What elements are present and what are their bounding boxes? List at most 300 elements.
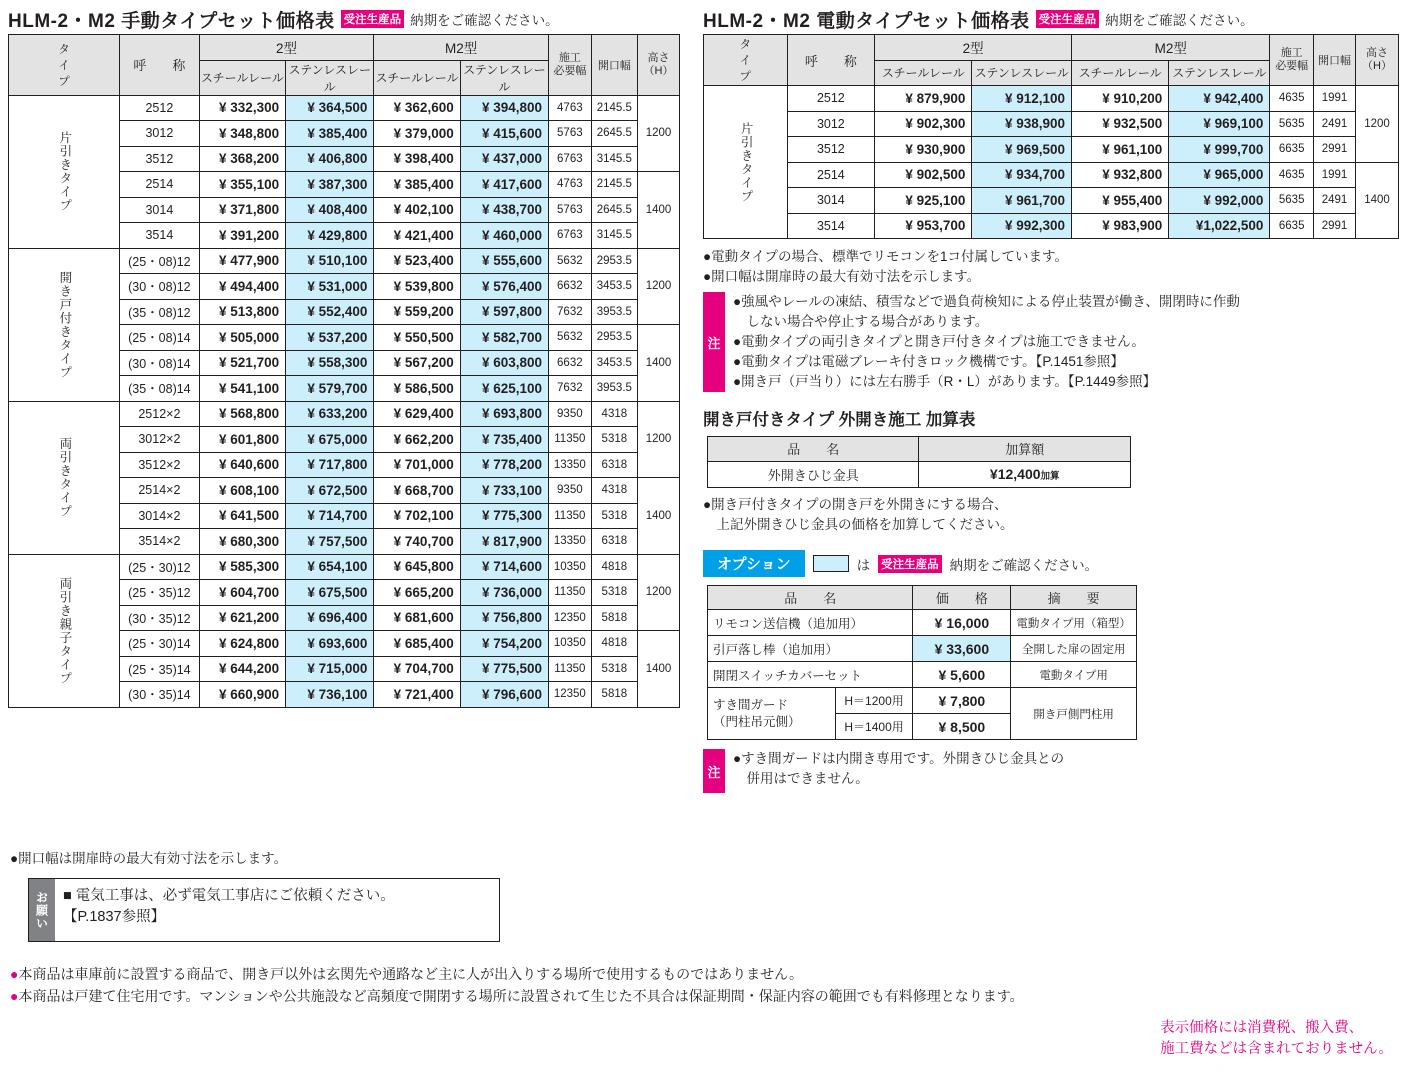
header-add-amount: 加算額 [919,436,1131,461]
cell-price-2: ¥ 654,100 [286,554,374,580]
cell-price-2: ¥ 675,000 [286,427,374,453]
header-height: 高さ （H） [1356,35,1399,86]
header-name: 呼 称 [120,35,200,96]
cell-name: 2512×2 [120,401,200,427]
cell-width-required: 6763 [549,146,592,172]
table-header-row [708,586,1137,610]
group-label-3 [9,554,120,707]
cell-price-3: ¥ 910,200 [1072,86,1169,112]
group-label-text: 両引きタイプ [57,437,72,518]
cell-width-required: 13350 [549,452,592,478]
cell-price-1: ¥ 604,700 [199,580,285,606]
cell-width-required: 6632 [549,274,592,300]
cell-price-1: ¥ 494,400 [199,274,285,300]
caution-line-4: ●電動タイプは電磁ブレーキ付きロック機構です。【P.1451参照】 [733,354,1124,370]
cell-price-2: ¥ 672,500 [286,478,374,504]
cell-width-required: 9350 [549,401,592,427]
table-row [708,636,1137,662]
cell-opening-width: 3953.5 [591,376,637,402]
header-typem2: M2型 [374,35,549,61]
cell-opening-width: 3145.5 [591,146,637,172]
order-made-note-left: 納期をご確認ください。 [410,13,559,28]
table-row [704,86,1399,112]
cell-price-1: ¥ 568,800 [199,401,285,427]
cell-name: 2514 [787,162,875,188]
cell-opening-width: 5318 [591,503,637,529]
caution-line-1: ●強風やレールの凍結、積雪などで過負荷検知による停止装置が働き、開閉時に作動 [733,294,1240,310]
option-name-2: 引戸落し棒（追加用） [708,636,913,662]
cell-width-required: 6635 [1270,137,1314,163]
cell-opening-width: 5318 [591,580,637,606]
cell-name: (30・35)14 [120,682,200,708]
cell-opening-width: 1991 [1314,86,1356,112]
cell-opening-width: 5818 [591,682,637,708]
cell-price-2: ¥ 938,900 [972,111,1072,137]
option-caution-line-1: ●すき間ガードは内開き専用です。外開きひじ金具との [733,751,1065,767]
pink-notes [10,963,1310,1008]
cell-price-1: ¥ 348,800 [199,121,285,147]
cell-price-3: ¥ 550,500 [374,325,460,351]
cell-name: (25・30)12 [120,554,200,580]
cell-price-4: ¥ 394,800 [460,95,548,121]
cell-price-4: ¥1,022,500 [1169,213,1270,239]
cell-height: 1200 [1356,86,1399,163]
request-line-1: ■ 電気工事は、必ず電気工事店にご依頼ください。 [63,888,395,904]
cell-price-2: ¥ 934,700 [972,162,1072,188]
cell-price-2: ¥ 912,100 [972,86,1072,112]
cell-name: 3512×2 [120,452,200,478]
cell-price-2: ¥ 429,800 [286,223,374,249]
cell-price-1: ¥ 641,500 [199,503,285,529]
cell-price-2: ¥ 510,100 [286,248,374,274]
cell-price-4: ¥ 796,600 [460,682,548,708]
caution-body [725,292,1399,392]
cell-price-3: ¥ 932,500 [1072,111,1169,137]
option-caution-line-2: 併用はできません。 [733,771,869,787]
cell-width-required: 10350 [549,631,592,657]
group-label-2 [9,401,120,554]
electric-bullet-1: ●電動タイプの場合、標準でリモコンを1コ付属しています。 [703,249,1068,264]
cell-opening-width: 1991 [1314,162,1356,188]
cell-width-required: 11350 [549,656,592,682]
cyan-swatch [813,555,849,572]
cell-opening-width: 5318 [591,656,637,682]
cell-name: 3014×2 [120,503,200,529]
request-body [55,879,499,941]
cell-height: 1400 [638,478,680,555]
cell-name: 3514×2 [120,529,200,555]
pink-note-1-text: 本商品は車庫前に設置する商品で、開き戸以外は玄関先や通路など主に人が出入りする場所で使用するものではありません。 [18,966,804,982]
cell-price-1: ¥ 477,900 [199,248,285,274]
cell-price-2: ¥ 385,400 [286,121,374,147]
cell-height: 1200 [638,248,680,325]
cell-opening-width: 2645.5 [591,121,637,147]
cell-opening-width: 5318 [591,427,637,453]
caution-line-5: ●開き戸（戸当り）には左右勝手（R・L）があります。【P.1449参照】 [733,374,1157,389]
option-price-1: ¥ 16,000 [913,610,1011,636]
cell-opening-width: 3953.5 [591,299,637,325]
table-row [708,662,1137,688]
cell-height: 1400 [1356,162,1399,239]
cell-price-4: ¥ 775,300 [460,503,548,529]
cell-price-2: ¥ 675,500 [286,580,374,606]
table-row [704,162,1399,188]
cell-price-3: ¥ 567,200 [374,350,460,376]
cell-price-3: ¥ 645,800 [374,554,460,580]
cell-opening-width: 4318 [591,478,637,504]
table-row [704,213,1399,239]
outward-note-1: ●開き戸付きタイプの開き戸を外開きにする場合、 [703,496,1008,512]
left-title-row [8,8,680,30]
option-price-3: ¥ 5,600 [913,662,1011,688]
request-label [29,879,55,941]
gap-guard-sub-2: H＝1400用 [835,714,913,740]
cell-height: 1400 [638,172,680,249]
header-typem2: M2型 [1072,35,1270,61]
header-stainless-2: ステンレスレール [972,60,1072,86]
cell-price-2: ¥ 558,300 [286,350,374,376]
cell-price-1: ¥ 391,200 [199,223,285,249]
cell-opening-width: 3145.5 [591,223,637,249]
group-label-0 [9,95,120,248]
cell-price-2: ¥ 736,100 [286,682,374,708]
cell-price-2: ¥ 992,300 [972,213,1072,239]
order-made-badge-option: 受注生産品 [878,555,942,573]
header-type2: 2型 [875,35,1072,61]
cell-price-3: ¥ 559,200 [374,299,460,325]
cell-name: (25・08)12 [120,248,200,274]
cell-opening-width: 2645.5 [591,197,637,223]
cell-name: (25・08)14 [120,325,200,351]
cell-price-1: ¥ 585,300 [199,554,285,580]
cell-price-2: ¥ 408,400 [286,197,374,223]
cell-width-required: 7632 [549,376,592,402]
cell-price-4: ¥ 597,800 [460,299,548,325]
cell-price-1: ¥ 505,000 [199,325,285,351]
cell-name: 3012 [787,111,875,137]
gap-guard-name-line1: すき間ガード [713,698,789,713]
outward-add-table [707,436,1131,488]
caution-line-2: しない場合や停止する場合があります。 [733,314,989,330]
cell-price-4: ¥ 693,800 [460,401,548,427]
cell-price-2: ¥ 757,500 [286,529,374,555]
pink-note-2-text: 本商品は戸建て住宅用です。マンションや公共施設など高頻度で開閉する場所に設置されて生じた不具合は保証期間・保証内容の範囲でも有料修理となります。 [18,988,1024,1005]
cell-price-4: ¥ 576,400 [460,274,548,300]
cell-price-4: ¥ 555,600 [460,248,548,274]
right-title: HLM-2・M2 電動タイプセット価格表 [703,10,1030,32]
header-height: 高さ （H） [638,35,680,96]
header-steel-2: スチールレール [875,60,972,86]
cell-price-3: ¥ 629,400 [374,401,460,427]
cell-price-1: ¥ 621,200 [199,605,285,631]
cell-opening-width: 2145.5 [591,95,637,121]
cell-price-2: ¥ 537,200 [286,325,374,351]
cell-name: 2512 [120,95,200,121]
cell-name: (30・08)12 [120,274,200,300]
cell-price-3: ¥ 961,100 [1072,137,1169,163]
cell-price-3: ¥ 681,600 [374,605,460,631]
table-header-row [9,35,680,61]
cell-width-required: 5632 [549,325,592,351]
cell-add-amount [919,461,1131,487]
header-opening: 開口幅 [1314,35,1356,86]
group-label-text: 両引き親子タイプ [57,576,72,685]
cell-opening-width: 2145.5 [591,172,637,198]
header-option-name: 品 名 [708,586,913,610]
cell-item-name: 外開きひじ金具 [708,461,919,487]
cell-width-required: 5763 [549,121,592,147]
cell-width-required: 5632 [549,248,592,274]
cell-price-4: ¥ 992,000 [1169,188,1270,214]
group-label-text: 片引きタイプ [57,131,72,212]
cell-price-3: ¥ 685,400 [374,631,460,657]
cell-price-1: ¥ 902,300 [875,111,972,137]
cell-price-4: ¥ 965,000 [1169,162,1270,188]
group-label-electric [704,86,788,239]
header-option-price: 価 格 [913,586,1011,610]
cell-price-3: ¥ 385,400 [374,172,460,198]
option-header-row [703,550,1399,577]
cell-price-4: ¥ 736,000 [460,580,548,606]
cell-price-1: ¥ 680,300 [199,529,285,555]
cell-name: 2512 [787,86,875,112]
gap-guard-name-line2: （門柱吊元側） [713,714,801,729]
cell-price-1: ¥ 930,900 [875,137,972,163]
cell-price-4: ¥ 582,700 [460,325,548,351]
request-box [28,878,500,942]
cell-width-required: 12350 [549,682,592,708]
header-width-req: 施工 必要幅 [1270,35,1314,86]
header-option-remark: 摘 要 [1011,586,1137,610]
electric-type-section [703,8,1399,793]
header-stainless-m2: ステンレスレール [1169,60,1270,86]
header-type: タ イ プ [9,35,120,96]
table-row [704,137,1399,163]
cell-opening-width: 4318 [591,401,637,427]
cell-price-1: ¥ 660,900 [199,682,285,708]
option-remark-2: 全開した扉の固定用 [1011,636,1137,662]
table-row [708,610,1137,636]
cell-price-2: ¥ 714,700 [286,503,374,529]
cell-width-required: 6763 [549,223,592,249]
cell-price-3: ¥ 740,700 [374,529,460,555]
header-item-name: 品 名 [708,436,919,461]
cell-price-3: ¥ 668,700 [374,478,460,504]
table-header-row [704,35,1399,61]
cell-name: (25・30)14 [120,631,200,657]
request-line-2: 【P.1837参照】 [63,909,166,926]
cell-price-4: ¥ 415,600 [460,121,548,147]
right-title-row [703,8,1399,30]
option-remark-3: 電動タイプ用 [1011,662,1137,688]
cell-price-2: ¥ 364,500 [286,95,374,121]
electric-bullets [703,247,1399,286]
cell-price-1: ¥ 332,300 [199,95,285,121]
option-name-3: 開閉スイッチカバーセット [708,662,913,688]
table-row [704,111,1399,137]
cell-price-4: ¥ 756,800 [460,605,548,631]
cell-opening-width: 3453.5 [591,350,637,376]
cell-name: 2514 [120,172,200,198]
gap-guard-name [708,688,836,740]
cell-name: 3014 [120,197,200,223]
cell-price-4: ¥ 437,000 [460,146,548,172]
gap-guard-price-1: ¥ 7,800 [913,688,1011,714]
option-caution-tag: 注 [703,749,725,793]
cell-opening-width: 2991 [1314,137,1356,163]
cell-price-3: ¥ 983,900 [1072,213,1169,239]
cell-opening-width: 6318 [591,529,637,555]
cell-height: 1200 [638,401,680,478]
cell-opening-width: 3453.5 [591,274,637,300]
cell-price-4: ¥ 625,100 [460,376,548,402]
cell-price-4: ¥ 754,200 [460,631,548,657]
cell-name: 3012 [120,121,200,147]
option-price-table [707,585,1137,740]
cell-price-4: ¥ 942,400 [1169,86,1270,112]
cell-width-required: 11350 [549,503,592,529]
cell-price-2: ¥ 693,600 [286,631,374,657]
cell-price-1: ¥ 925,100 [875,188,972,214]
header-steel-m2: スチールレール [1072,60,1169,86]
header-type2: 2型 [199,35,374,61]
pink-note-2 [10,985,1310,1007]
table-header-row [708,436,1131,461]
header-opening: 開口幅 [591,35,637,96]
cell-opening-width: 2491 [1314,111,1356,137]
cell-price-3: ¥ 586,500 [374,376,460,402]
cell-width-required: 5635 [1270,111,1314,137]
cell-price-2: ¥ 406,800 [286,146,374,172]
cell-name: 3512 [120,146,200,172]
caution-block [703,292,1399,392]
cell-name: (35・08)14 [120,376,200,402]
cell-price-1: ¥ 953,700 [875,213,972,239]
cell-name: 3514 [120,223,200,249]
cell-opening-width: 2991 [1314,213,1356,239]
cell-width-required: 5763 [549,197,592,223]
add-amount-value: ¥12,400 [989,466,1041,483]
cell-price-1: ¥ 608,100 [199,478,285,504]
table-row [9,248,680,274]
cell-width-required: 12350 [549,605,592,631]
cell-name: 3514 [787,213,875,239]
cell-price-2: ¥ 552,400 [286,299,374,325]
cell-name: (35・08)12 [120,299,200,325]
cell-price-3: ¥ 704,700 [374,656,460,682]
tax-note-line-1: 表示価格には消費税、搬入費、 [1160,1020,1364,1036]
cell-price-1: ¥ 355,100 [199,172,285,198]
table-row [708,461,1131,487]
opening-width-note: ●開口幅は開扉時の最大有効寸法を示します。 [10,851,288,866]
cell-price-2: ¥ 696,400 [286,605,374,631]
cell-price-4: ¥ 714,600 [460,554,548,580]
cell-width-required: 4763 [549,172,592,198]
cell-price-3: ¥ 421,400 [374,223,460,249]
cell-price-2: ¥ 715,000 [286,656,374,682]
request-label-text: お願い [34,890,49,930]
cell-opening-width: 4818 [591,554,637,580]
cell-price-1: ¥ 371,800 [199,197,285,223]
cell-height: 1200 [638,95,680,172]
cell-price-4: ¥ 417,600 [460,172,548,198]
cell-price-1: ¥ 601,800 [199,427,285,453]
electric-bullet-2: ●開口幅は開扉時の最大有効寸法を示します。 [703,268,981,284]
cell-width-required: 6632 [549,350,592,376]
header-steel-2: スチールレール [199,60,285,95]
cell-name: 3014 [787,188,875,214]
header-type: タ イ プ [704,35,788,86]
option-tag: オプション [703,550,805,577]
cell-width-required: 5635 [1270,188,1314,214]
tax-note [1160,1018,1393,1060]
outward-note-2: 上記外開きひじ金具の価格を加算してください。 [703,516,1014,532]
electric-price-table [703,34,1399,239]
option-remark-1: 電動タイプ用（箱型） [1011,610,1137,636]
cell-width-required: 13350 [549,529,592,555]
cell-opening-width: 5818 [591,605,637,631]
manual-type-section [8,8,680,708]
caution-line-3: ●電動タイプの両引きタイプと開き戸付きタイプは施工できません。 [733,334,1145,350]
cell-price-3: ¥ 955,400 [1072,188,1169,214]
cell-price-2: ¥ 633,200 [286,401,374,427]
header-steel-m2: スチールレール [374,60,460,95]
cell-price-3: ¥ 662,200 [374,427,460,453]
cell-price-2: ¥ 969,500 [972,137,1072,163]
cell-price-4: ¥ 999,700 [1169,137,1270,163]
cell-price-3: ¥ 702,100 [374,503,460,529]
cell-price-1: ¥ 541,100 [199,376,285,402]
cell-price-1: ¥ 640,600 [199,452,285,478]
add-amount-suffix: 加算 [1040,471,1060,483]
cell-price-4: ¥ 603,800 [460,350,548,376]
order-made-badge-left: 受注生産品 [341,10,405,28]
cell-price-3: ¥ 665,200 [374,580,460,606]
cell-price-4: ¥ 733,100 [460,478,548,504]
cell-price-1: ¥ 368,200 [199,146,285,172]
gap-guard-remark: 開き戸側門柱用 [1011,688,1137,740]
table-row [9,554,680,580]
cell-width-required: 10350 [549,554,592,580]
manual-price-table [8,34,680,708]
option-price-2: ¥ 33,600 [913,636,1011,662]
cell-price-1: ¥ 624,800 [199,631,285,657]
cell-price-3: ¥ 523,400 [374,248,460,274]
cell-width-required: 6635 [1270,213,1314,239]
cell-height: 1400 [638,631,680,708]
cell-price-3: ¥ 402,100 [374,197,460,223]
cell-price-1: ¥ 513,800 [199,299,285,325]
option-name-1: リモコン送信機（追加用） [708,610,913,636]
caution-tag: 注 [703,292,725,392]
cell-price-4: ¥ 778,200 [460,452,548,478]
cell-price-1: ¥ 902,500 [875,162,972,188]
option-caution-block [703,749,1399,793]
cell-name: 3512 [787,137,875,163]
cell-price-3: ¥ 721,400 [374,682,460,708]
cell-opening-width: 2953.5 [591,248,637,274]
cell-name: (25・35)12 [120,580,200,606]
tax-note-line-2: 施工費などは含まれておりません。 [1160,1041,1393,1058]
cell-price-1: ¥ 644,200 [199,656,285,682]
cell-height: 1200 [638,554,680,631]
cell-price-3: ¥ 932,800 [1072,162,1169,188]
cell-opening-width: 2491 [1314,188,1356,214]
cell-opening-width: 4818 [591,631,637,657]
cell-price-4: ¥ 817,900 [460,529,548,555]
cell-price-2: ¥ 961,700 [972,188,1072,214]
header-name: 呼 称 [787,35,875,86]
